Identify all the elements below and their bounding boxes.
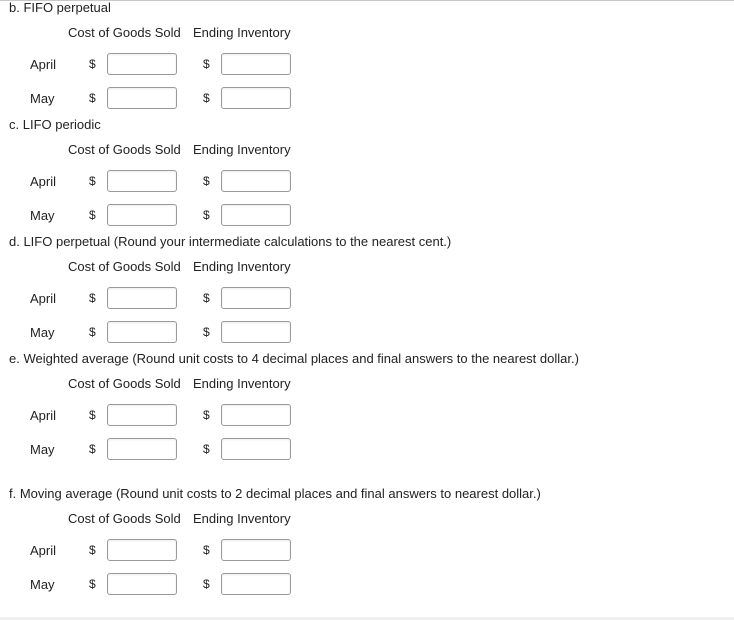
dollar-sign: $ <box>203 91 210 105</box>
cogs-input[interactable] <box>107 287 177 309</box>
cogs-input[interactable] <box>107 87 177 109</box>
cogs-input[interactable] <box>107 53 177 75</box>
month-label: May <box>30 442 55 457</box>
row-may <box>0 438 734 462</box>
cogs-header: Cost of Goods Sold <box>68 376 181 391</box>
section-title: b. FIFO perpetual <box>9 0 111 15</box>
cogs-input[interactable] <box>107 204 177 226</box>
ending-inventory-input[interactable] <box>221 321 291 343</box>
ending-inventory-input[interactable] <box>221 53 291 75</box>
month-label: May <box>30 577 55 592</box>
ending-inventory-header: Ending Inventory <box>193 25 291 40</box>
cogs-header: Cost of Goods Sold <box>68 142 181 157</box>
ending-inventory-header: Ending Inventory <box>193 259 291 274</box>
month-label: April <box>30 174 57 189</box>
month-label: April <box>30 543 57 558</box>
section-title: e. Weighted average (Round unit costs to 4 decimal places and final answers to the nearest dollar.) <box>9 351 579 366</box>
ending-inventory-header: Ending Inventory <box>193 511 291 526</box>
dollar-sign: $ <box>89 543 96 557</box>
cogs-input[interactable] <box>107 321 177 343</box>
cogs-input[interactable] <box>107 170 177 192</box>
dollar-sign: $ <box>203 543 210 557</box>
ending-inventory-input[interactable] <box>221 204 291 226</box>
dollar-sign: $ <box>89 291 96 305</box>
dollar-sign: $ <box>203 57 210 71</box>
section-title: d. LIFO perpetual (Round your intermediate calculations to the nearest cent.) <box>9 234 452 249</box>
month-label: April <box>30 57 57 72</box>
row-may <box>0 87 734 111</box>
cogs-header: Cost of Goods Sold <box>68 259 181 274</box>
dollar-sign: $ <box>89 91 96 105</box>
cogs-input[interactable] <box>107 573 177 595</box>
dollar-sign: $ <box>89 577 96 591</box>
dollar-sign: $ <box>203 325 210 339</box>
month-label: May <box>30 325 55 340</box>
ending-inventory-input[interactable] <box>221 438 291 460</box>
month-label: May <box>30 91 55 106</box>
row-may <box>0 204 734 228</box>
row-may <box>0 321 734 345</box>
section-title: c. LIFO periodic <box>9 117 101 132</box>
row-april <box>0 170 734 194</box>
ending-inventory-input[interactable] <box>221 170 291 192</box>
ending-inventory-input[interactable] <box>221 539 291 561</box>
cogs-input[interactable] <box>107 404 177 426</box>
row-april <box>0 287 734 311</box>
ending-inventory-input[interactable] <box>221 87 291 109</box>
dollar-sign: $ <box>89 57 96 71</box>
ending-inventory-input[interactable] <box>221 404 291 426</box>
cogs-input[interactable] <box>107 438 177 460</box>
dollar-sign: $ <box>203 291 210 305</box>
section-title: f. Moving average (Round unit costs to 2 decimal places and final answers to nearest dollar.) <box>9 486 541 501</box>
row-may <box>0 573 734 597</box>
dollar-sign: $ <box>203 208 210 222</box>
dollar-sign: $ <box>89 325 96 339</box>
dollar-sign: $ <box>203 408 210 422</box>
cogs-header: Cost of Goods Sold <box>68 511 181 526</box>
row-april <box>0 539 734 563</box>
month-label: April <box>30 408 57 423</box>
ending-inventory-input[interactable] <box>221 287 291 309</box>
row-april <box>0 404 734 428</box>
month-label: May <box>30 208 55 223</box>
row-april <box>0 53 734 77</box>
dollar-sign: $ <box>89 208 96 222</box>
ending-inventory-header: Ending Inventory <box>193 142 291 157</box>
cogs-input[interactable] <box>107 539 177 561</box>
dollar-sign: $ <box>89 174 96 188</box>
dollar-sign: $ <box>203 577 210 591</box>
dollar-sign: $ <box>203 174 210 188</box>
cogs-header: Cost of Goods Sold <box>68 25 181 40</box>
dollar-sign: $ <box>89 408 96 422</box>
ending-inventory-header: Ending Inventory <box>193 376 291 391</box>
dollar-sign: $ <box>89 442 96 456</box>
dollar-sign: $ <box>203 442 210 456</box>
ending-inventory-input[interactable] <box>221 573 291 595</box>
month-label: April <box>30 291 57 306</box>
